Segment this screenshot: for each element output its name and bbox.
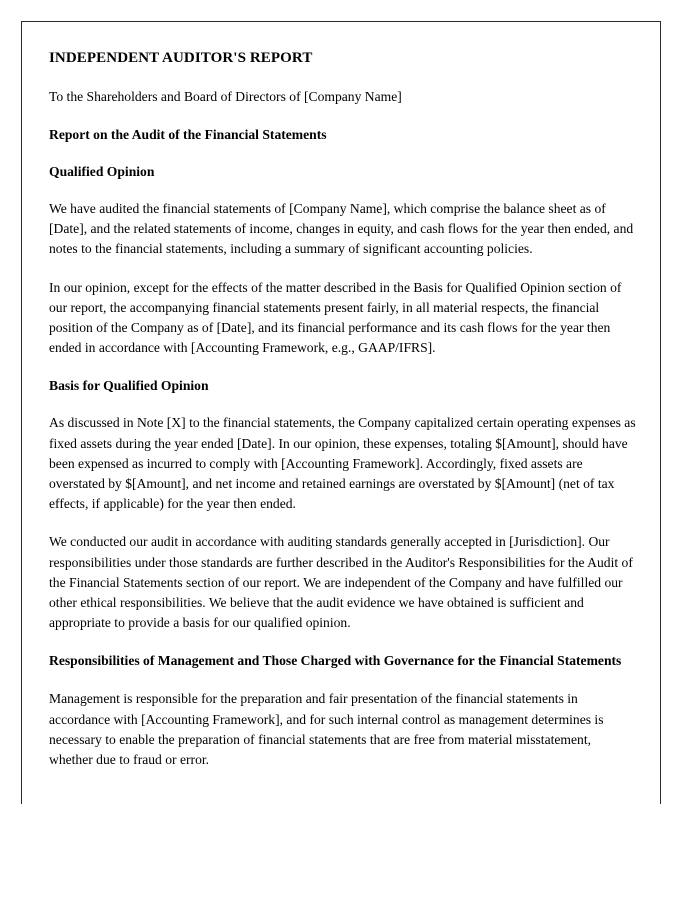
- document-content: [49, 49, 637, 770]
- document-page-frame: [21, 21, 661, 804]
- section-heading-report-on-audit: Report on the Audit of the Financial Statements: [49, 127, 327, 142]
- paragraph-basis-for-qualified-opinion: As discussed in Note [X] to the financial statements, the Company capitalized certain operating expenses as fixed assets during the year ended [Date]. In our opinion, these expenses, totaling $[Amount], should have been expensed as incurred to comply with [Accounting Framework]. Accordingly, fixed assets are overstated by $[Amount], and net income and retained earnings are overstated by $[Amount] (net of tax effects, if applicable) for the year then ended.: [49, 415, 636, 512]
- section-heading-management-responsibilities: Responsibilities of Management and Those Charged with Governance for the Financial Statements: [49, 653, 622, 669]
- paragraph-management-responsibility: Management is responsible for the preparation and fair presentation of the financial statements in accordance with [Accounting Framework], and for such internal control as management determines is necessary to enable the preparation of financial statements that are free from material misstatement, whether due to fraud or error.: [49, 691, 604, 768]
- addressee-line: To the Shareholders and Board of Directors of [Company Name]: [49, 89, 402, 104]
- page-title: INDEPENDENT AUDITOR'S REPORT: [49, 50, 313, 66]
- paragraph-audit-conducted: We conducted our audit in accordance with auditing standards generally accepted in [Jurisdiction]. Our responsibilities under those standards are further described in the Auditor's Responsibilities for the Audit of the Financial Statements section of our report. We are independent of the Company and have fulfilled our other ethical responsibilities. We believe that the audit evidence we have obtained is sufficient and appropriate to provide a basis for our qualified opinion.: [49, 534, 633, 631]
- section-heading-basis-for-qualified-opinion: Basis for Qualified Opinion: [49, 378, 209, 394]
- paragraph-audited-statements: We have audited the financial statements of [Company Name], which comprise the balance sheet as of [Date], and the related statements of income, changes in equity, and cash flows for the year then ended, and notes to the financial statements, including a summary of significant accounting policies.: [49, 201, 634, 257]
- paragraph-opinion: In our opinion, except for the effects of the matter described in the Basis for Qualified Opinion section of our report, the accompanying financial statements present fairly, in all material respects, the financial position of the Company as of [Date], and its financial performance and its cash flows for the year then ended in accordance with [Accounting Framework, e.g., GAAP/IFRS].: [49, 279, 622, 356]
- section-heading-qualified-opinion: Qualified Opinion: [49, 164, 155, 179]
